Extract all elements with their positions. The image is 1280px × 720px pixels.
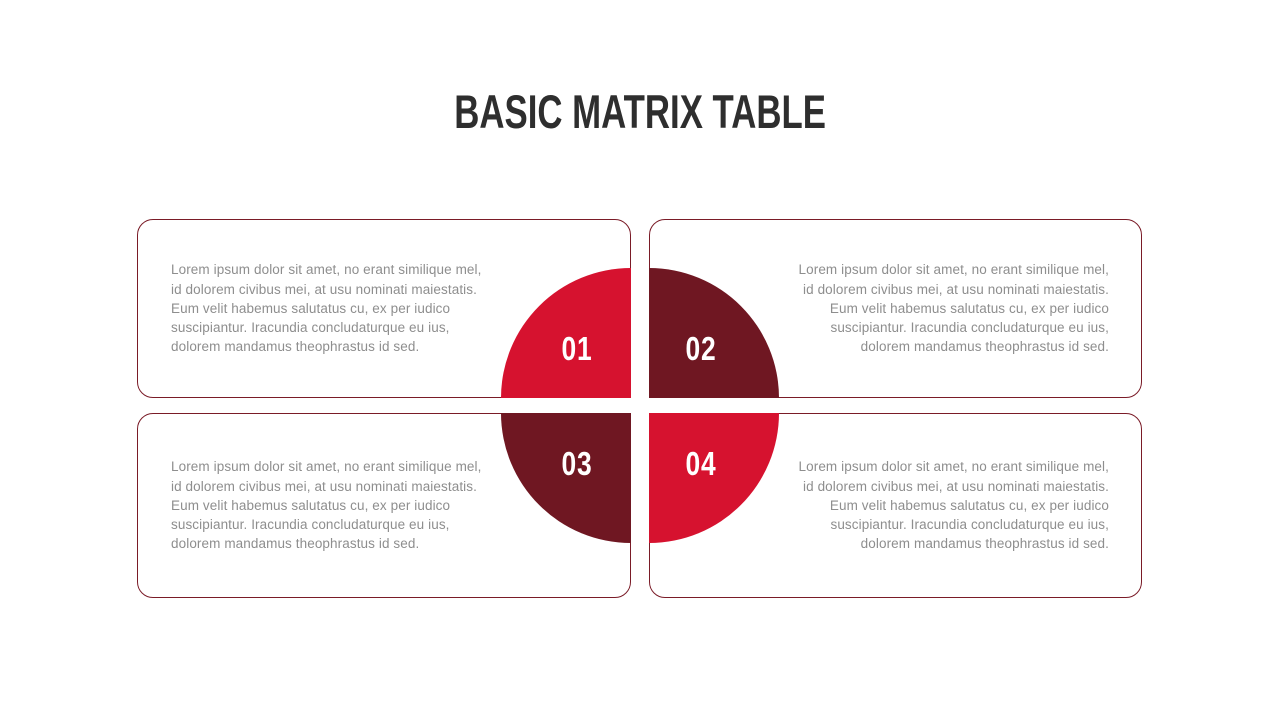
- page-title-text: BASIC MATRIX TABLE: [454, 85, 826, 138]
- matrix-cell-2-text: Lorem ipsum dolor sit amet, no erant similique mel, id dolorem civibus mei, at usu nominati maiestatis. Eum velit habemus salutatus cu, ex per iudico suscipiantur. Iracundia concludaturque eu ius, dolorem mandamus theophrastus id sed.: [798, 262, 1109, 355]
- quadrant-3-number: 03: [561, 445, 593, 482]
- matrix-cell-4-text: Lorem ipsum dolor sit amet, no erant similique mel, id dolorem civibus mei, at usu nominati maiestatis. Eum velit habemus salutatus cu, ex per iudico suscipiantur. Iracundia concludaturque eu ius, dolorem mandamus theophrastus id sed.: [798, 459, 1109, 552]
- matrix-cell-3-text: Lorem ipsum dolor sit amet, no erant similique mel, id dolorem civibus mei, at usu nominati maiestatis. Eum velit habemus salutatus cu, ex per iudico suscipiantur. Iracundia concludaturque eu ius, dolorem mandamus theophrastus id sed.: [171, 459, 482, 552]
- quadrant-1-number: 01: [561, 330, 593, 367]
- matrix-cell-1-text: Lorem ipsum dolor sit amet, no erant similique mel, id dolorem civibus mei, at usu nominati maiestatis. Eum velit habemus salutatus cu, ex per iudico suscipiantur. Iracundia concludaturque eu ius, dolorem mandamus theophrastus id sed.: [171, 262, 482, 355]
- page-title: [0, 84, 1280, 139]
- quadrant-2-number: 02: [685, 330, 717, 367]
- quadrant-4-number: 04: [685, 445, 717, 482]
